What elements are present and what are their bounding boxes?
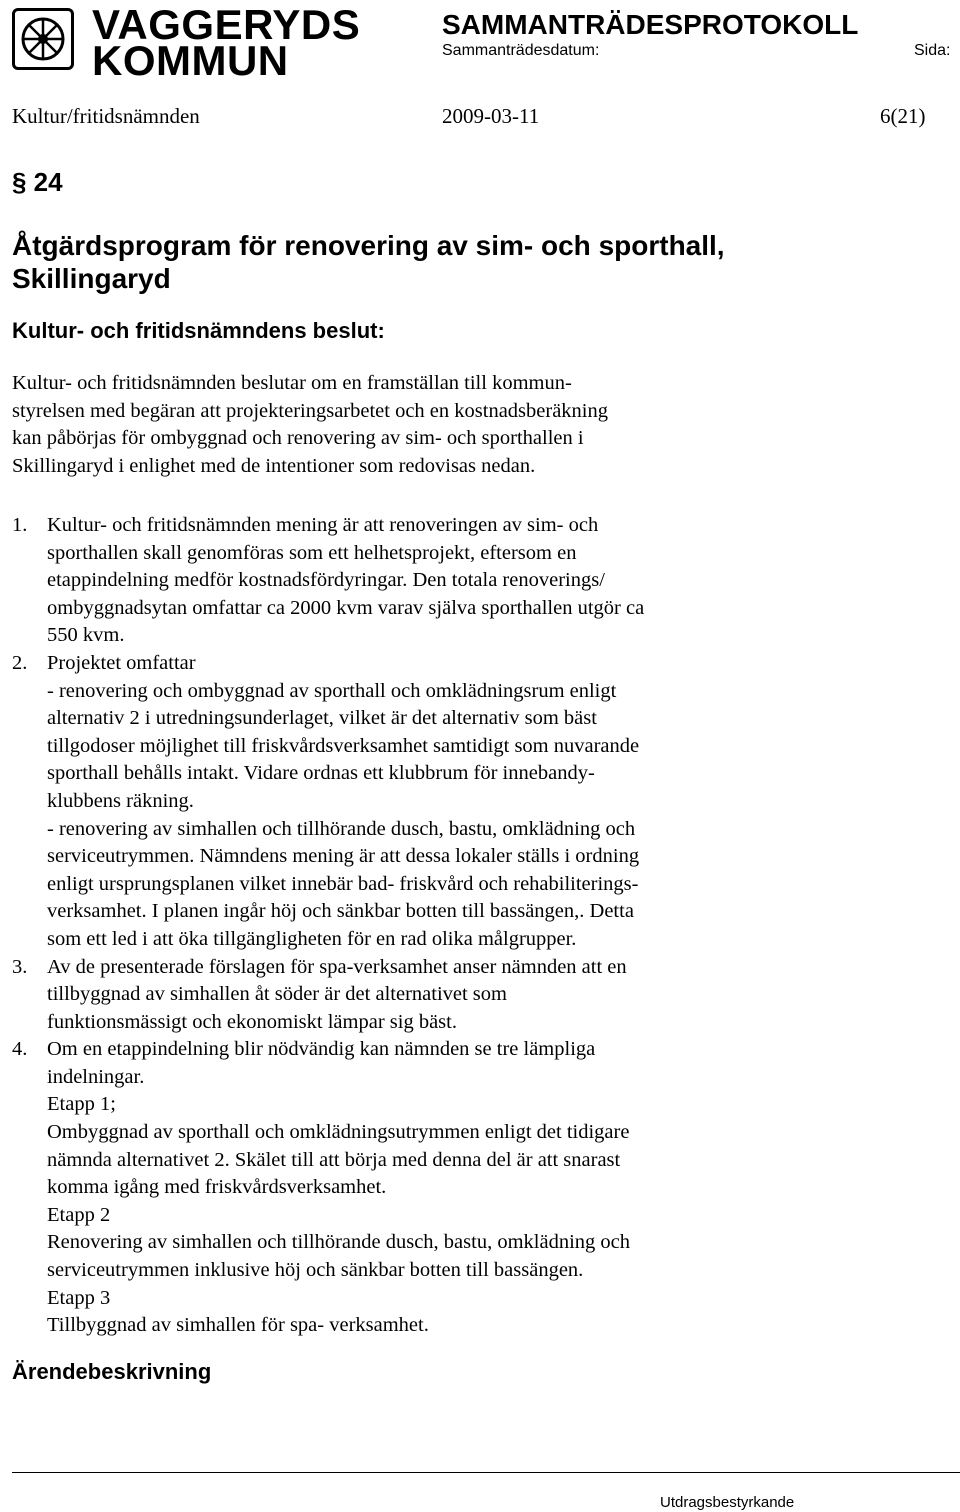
list-item-number: 1. xyxy=(12,514,28,536)
page-title xyxy=(12,229,725,295)
text-line: 550 kvm. xyxy=(47,624,125,647)
page-label: Sida: xyxy=(914,42,951,59)
text-line: Etapp 1; xyxy=(47,1093,116,1116)
list-item-number: 3. xyxy=(12,955,28,978)
text-line: ombyggnadsytan omfattar ca 2000 kvm varav själva sporthallen utgör ca xyxy=(47,596,645,619)
case-description-heading: Ärendebeskrivning xyxy=(12,1359,212,1384)
text-line: nämnda alternativet 2. Skälet till att börja med denna del är att snarast xyxy=(47,1148,621,1171)
text-line: serviceutrymmen inklusive höj och sänkbar botten till bassängen. xyxy=(47,1259,584,1282)
text-line: Renovering av simhallen och tillhörande dusch, bastu, omklädning och xyxy=(47,1231,630,1254)
list-item xyxy=(12,954,952,1037)
text-line: som ett led i att öka tillgängligheten för en rad olika målgrupper. xyxy=(47,927,577,950)
page-number: 6(21) xyxy=(880,104,926,128)
list-item-number: 4. xyxy=(12,1038,28,1061)
document-title: SAMMANTRÄDESPROTOKOLL xyxy=(442,9,859,40)
text-line: tillbyggnad av simhallen åt söder är det alternativet som xyxy=(47,983,507,1006)
text-line: - renovering av simhallen och tillhörande dusch, bastu, omklädning och xyxy=(47,817,636,840)
text-line: tillgodoser möjlighet till friskvårdsverksamhet samtidigt som nuvarande xyxy=(47,734,640,757)
text-line: indelningar. xyxy=(47,1065,145,1088)
list-item-number: 2. xyxy=(12,651,28,674)
footer-divider xyxy=(12,1472,960,1473)
date-label: Sammanträdesdatum: xyxy=(442,42,600,59)
text-line: serviceutrymmen. Nämndens mening är att dessa lokaler ställs i ordning xyxy=(47,845,640,868)
title-line: Skillingaryd xyxy=(12,263,171,294)
text-line: Etapp 3 xyxy=(47,1286,111,1309)
logo-text-line2: KOMMUN xyxy=(92,37,289,84)
text-line: - renovering och ombyggnad av sporthall och omklädningsrum enligt xyxy=(47,679,617,702)
text-line: funktionsmässigt och ekonomiskt lämpar sig bäst. xyxy=(47,1010,457,1033)
decision-items-list xyxy=(12,512,952,1340)
list-item xyxy=(12,1036,952,1340)
decision-heading: Kultur- och fritidsnämndens beslut: xyxy=(12,318,385,343)
text-line: Om en etappindelning blir nödvändig kan nämnden se tre lämpliga xyxy=(47,1038,596,1061)
text-line: styrelsen med begäran att projekteringsarbetet och en kostnadsberäkning xyxy=(12,399,609,422)
title-line: Åtgärdsprogram för renovering av sim- och sporthall, xyxy=(12,230,725,261)
list-item xyxy=(12,650,952,954)
text-line: verksamhet. I planen ingår höj och sänkbar botten till bassängen,. Detta xyxy=(47,900,634,923)
text-line: Etapp 2 xyxy=(47,1203,111,1226)
text-line: kan påbörjas för ombyggnad och renovering av sim- och sporthallen i xyxy=(12,427,584,450)
text-line: alternativ 2 i utredningsunderlaget, vilket är det alternativ som bäst xyxy=(47,707,597,730)
text-line: Kultur- och fritidsnämnden mening är att renoveringen av sim- och xyxy=(47,514,599,536)
wheel-emblem-icon xyxy=(18,14,68,64)
text-line: Projektet omfattar xyxy=(47,651,196,674)
intro-paragraph xyxy=(12,370,912,480)
text-line: Av de presenterade förslagen för spa-verksamhet anser nämnden att en xyxy=(47,955,627,978)
text-line: klubbens räkning. xyxy=(47,789,194,812)
text-line: sporthallen skall genomföras som ett helhetsprojekt, eftersom en xyxy=(47,541,577,564)
text-line: etappindelning medför kostnadsfördyringar. Den totala renoverings/ xyxy=(47,569,605,592)
text-line: sporthall behålls intakt. Vidare ordnas ett klubbrum för innebandy- xyxy=(47,762,595,785)
text-line: Kultur- och fritidsnämnden beslutar om en framställan till kommun- xyxy=(12,372,572,394)
text-line: Ombyggnad av sporthall och omklädningsutrymmen enligt det tidigare xyxy=(47,1121,630,1144)
text-line: enligt ursprungsplanen vilket innebär bad- friskvård och rehabiliterings- xyxy=(47,872,639,895)
text-line: komma igång med friskvårdsverksamhet. xyxy=(47,1176,387,1199)
committee-name: Kultur/fritidsnämnden xyxy=(12,104,200,128)
logo-text-line1: VAGGERYDS xyxy=(92,1,361,48)
meeting-date: 2009-03-11 xyxy=(442,104,540,128)
footer-certification-label: Utdragsbestyrkande xyxy=(660,1494,795,1511)
text-line: Tillbyggnad av simhallen för spa- verksamhet. xyxy=(47,1314,429,1337)
text-line: Skillingaryd i enlighet med de intentioner som redovisas nedan. xyxy=(12,454,536,477)
municipality-logo xyxy=(12,8,74,70)
list-item xyxy=(12,512,952,650)
paragraph-number: § 24 xyxy=(12,167,63,197)
